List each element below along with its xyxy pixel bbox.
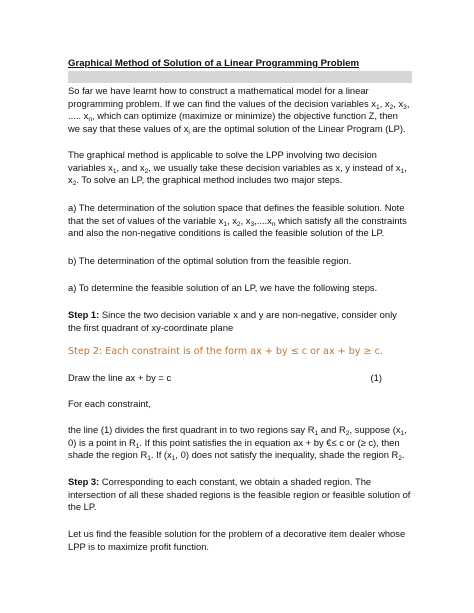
text: , x: [240, 214, 251, 226]
equation-number: (1): [370, 372, 382, 383]
feasible-solution-intro: a) To determine the feasible solution of an LP, we have the following steps.: [68, 282, 378, 293]
subscript: 1: [135, 442, 140, 450]
subscript: n: [88, 116, 92, 124]
subscript: 1: [147, 455, 151, 463]
subscript: i: [188, 129, 190, 137]
step-a-paragraph: [68, 202, 412, 240]
text: , x: [68, 161, 407, 186]
text: . To solve an LP, the graphical method includes two major steps.: [76, 174, 343, 186]
text: . If this point satisfies the in equation ax + by €≤ c or (≥ c), then shade the region R: [68, 436, 400, 461]
subscript: 1: [112, 167, 117, 175]
subscript: 1: [400, 167, 405, 175]
text: are the optimal solution of the Linear Program (LP).: [189, 123, 406, 135]
subscript: 3: [403, 103, 407, 111]
step3-paragraph: [68, 476, 412, 514]
title-highlight-bar: [68, 71, 412, 83]
subscript: 2: [144, 167, 149, 175]
region-division-paragraph: [68, 424, 412, 462]
draw-line-equation: [68, 372, 412, 385]
graphical-method-paragraph: [68, 149, 412, 187]
text: , x: [393, 97, 404, 109]
text: .: [401, 449, 405, 461]
closing-paragraph: Let us find the feasible solution for the problem of a decorative item dealer whose LPP is to maximize profit function.: [68, 528, 406, 552]
subscript: 2: [345, 430, 350, 437]
text: , which can optimize (maximize or minimize) the objective function Z, then we say that these values of x: [68, 110, 398, 135]
step-label: Step 1:: [68, 309, 100, 320]
for-each-constraint: For each constraint,: [68, 398, 151, 409]
page-title: Graphical Method of Solution of a Linear Programming Problem: [68, 58, 360, 69]
subscript: n: [271, 220, 276, 228]
step2-line: Step 2: Each constraint is of the form ax + by ≤ c or ax + by ≥ c.: [68, 346, 383, 357]
text: , suppose (x: [349, 424, 401, 435]
subscript: 2: [398, 455, 402, 463]
text: the line (1) divides the first quadrant in to two regions say R: [68, 424, 315, 435]
text: , and x: [116, 161, 145, 173]
subscript: 2: [72, 180, 77, 188]
text: The graphical method is applicable to solve the LPP involving two decision variables x: [68, 149, 377, 173]
text: Corresponding to each constant, we obtain a shaded region. The intersection of all these shaded regions is the feasible region or feasible solution of the LP.: [68, 476, 411, 513]
subscript: 2: [389, 103, 394, 111]
equation-text: Draw the line ax + by = c: [68, 372, 172, 383]
text: , x: [226, 214, 237, 226]
text: So far we have learnt how to construct a mathematical model for a linear programming problem. If we can find the values of the decision variables x: [68, 85, 376, 109]
subscript: 1: [223, 220, 227, 228]
subscript: 3: [250, 220, 255, 228]
text: , we usually take these decision variables as x, y instead of x: [148, 161, 401, 173]
text: which satisfy all the constraints and also the non-negative conditions is called the feasible solution of the LP.: [68, 214, 407, 239]
subscript: 1: [375, 103, 380, 111]
step-b-paragraph: b) The determination of the optimal solution from the feasible region.: [68, 255, 352, 266]
subscript: 2: [236, 220, 241, 228]
text: . If (x: [150, 449, 172, 461]
text: ,....x: [254, 214, 272, 226]
subscript: 1: [171, 455, 176, 463]
text: a) The determination of the solution space that defines the feasible solution. Note that the set of values of the variable x: [68, 202, 405, 226]
text: , x: [379, 97, 390, 109]
text: , 0) does not satisfy the inequality, shade the region R: [175, 449, 399, 461]
text: Since the two decision variable x and y are non-negative, consider only the first quadrant of xy-coordinate plane: [68, 309, 397, 333]
text: , ..... x: [68, 97, 410, 122]
text: and R: [318, 424, 346, 435]
step1-paragraph: [68, 309, 412, 334]
text: , 0) is a point in R: [68, 424, 407, 448]
subscript: 1: [314, 430, 319, 437]
step-label: Step 3:: [68, 476, 100, 487]
subscript: 1: [400, 430, 405, 437]
intro-paragraph: [68, 85, 412, 136]
